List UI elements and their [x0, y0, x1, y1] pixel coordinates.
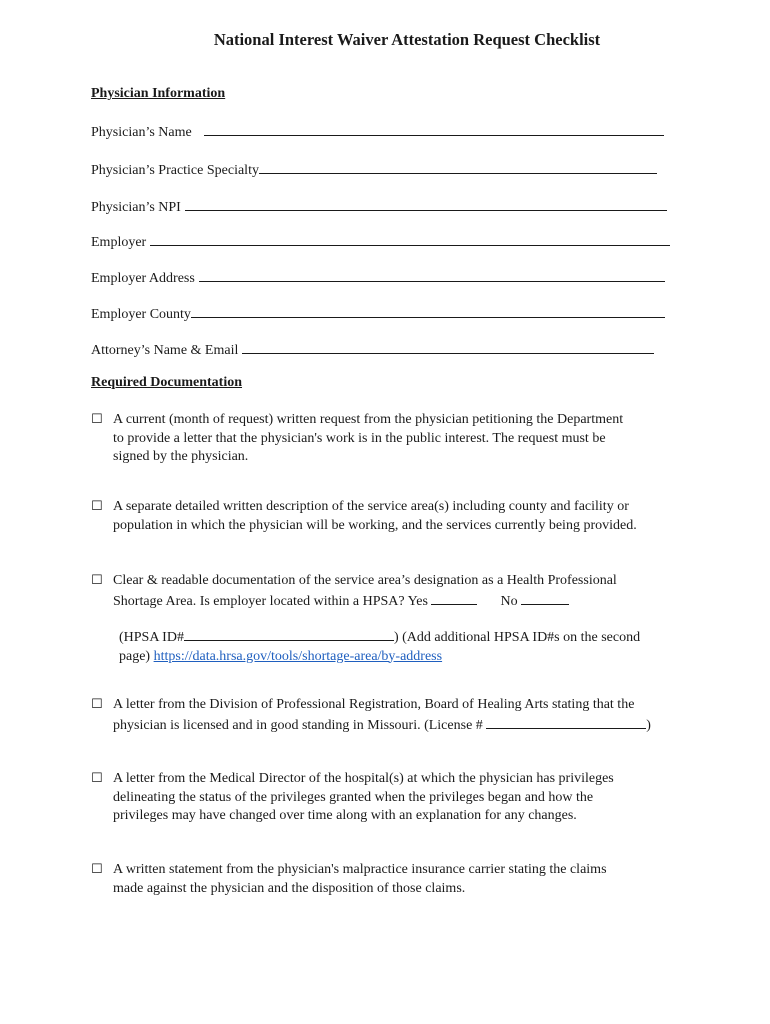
checkbox[interactable]: ☐	[91, 412, 103, 427]
attorney-name-email-field[interactable]	[91, 339, 654, 359]
employer-address-field[interactable]	[91, 267, 665, 287]
field-label: Physician’s NPI	[91, 200, 181, 215]
employer-blank[interactable]	[150, 231, 670, 246]
field-label: Employer	[91, 235, 147, 250]
required-documentation-heading: Required Documentation	[91, 375, 243, 390]
field-label: Employer County	[91, 307, 191, 322]
physician-npi-field[interactable]	[91, 196, 667, 216]
field-label: Physician’s Practice Specialty	[91, 163, 259, 178]
page-title: National Interest Waiver Attestation Request Checklist	[213, 30, 601, 49]
checklist-item-medical-director-letter: ☐ A letter from the Medical Director of the hospital(s) at which the physician has privileges delineating the status of the privileges granted when the privileges began and how the privileges may have changed over time along with an explanation for any changes.	[91, 771, 614, 823]
license-number-blank[interactable]	[486, 715, 646, 729]
physician-information-heading: Physician Information	[91, 86, 226, 101]
hpsa-no-blank[interactable]	[521, 591, 569, 605]
checkbox[interactable]: ☐	[91, 499, 103, 514]
employer-county-field[interactable]	[91, 303, 665, 323]
checkbox[interactable]: ☐	[91, 573, 103, 588]
field-label: Attorney’s Name & Email	[91, 343, 239, 358]
employer-address-blank[interactable]	[199, 267, 665, 282]
employer-field[interactable]	[91, 231, 670, 251]
checklist-item-written-request: ☐ A current (month of request) written request from the physician petitioning the Department to provide a letter that the physician's work is in the public interest. The request must be signed by the physician.	[91, 412, 624, 464]
hpsa-no-label: No	[500, 593, 518, 609]
checkbox[interactable]: ☐	[91, 771, 103, 786]
practice-specialty-blank[interactable]	[259, 159, 657, 174]
physician-name-blank[interactable]	[204, 121, 664, 136]
hpsa-id-blank[interactable]	[184, 627, 394, 641]
checkbox[interactable]: ☐	[91, 862, 103, 877]
physician-name-field[interactable]	[91, 121, 664, 141]
checklist-item-malpractice-statement: ☐ A written statement from the physician's malpractice insurance carrier stating the claims made against the physician and the disposition of those claims.	[91, 862, 607, 896]
field-label: Physician’s Name	[91, 125, 192, 140]
practice-specialty-field[interactable]	[91, 159, 657, 179]
physician-npi-blank[interactable]	[185, 196, 667, 211]
field-label: Employer Address	[91, 271, 195, 286]
hpsa-id-line: (HPSA ID# ) (Add additional HPSA ID#s on the second page) https://data.hrsa.gov/tools/shortage-area/by-address	[119, 627, 699, 666]
attorney-name-email-blank[interactable]	[242, 339, 654, 354]
checklist-item-hpsa-documentation: ☐ Clear & readable documentation of the service area’s designation as a Health Professional Shortage Area. Is employer located within a HPSA? Yes No	[91, 573, 617, 609]
hpsa-yes-blank[interactable]	[431, 591, 477, 605]
hrsa-shortage-area-link[interactable]: https://data.hrsa.gov/tools/shortage-area/by-address	[153, 648, 443, 664]
employer-county-blank[interactable]	[191, 303, 665, 318]
checklist-item-service-area-description: ☐ A separate detailed written description of the service area(s) including county and facility or population in which the physician will be working, and the services currently being provided.	[91, 499, 637, 533]
checkbox[interactable]: ☐	[91, 697, 103, 712]
checklist-item-license-letter: ☐ A letter from the Division of Professional Registration, Board of Healing Arts stating that the physician is licensed and in good standing in Missouri. (License # )	[91, 697, 651, 733]
